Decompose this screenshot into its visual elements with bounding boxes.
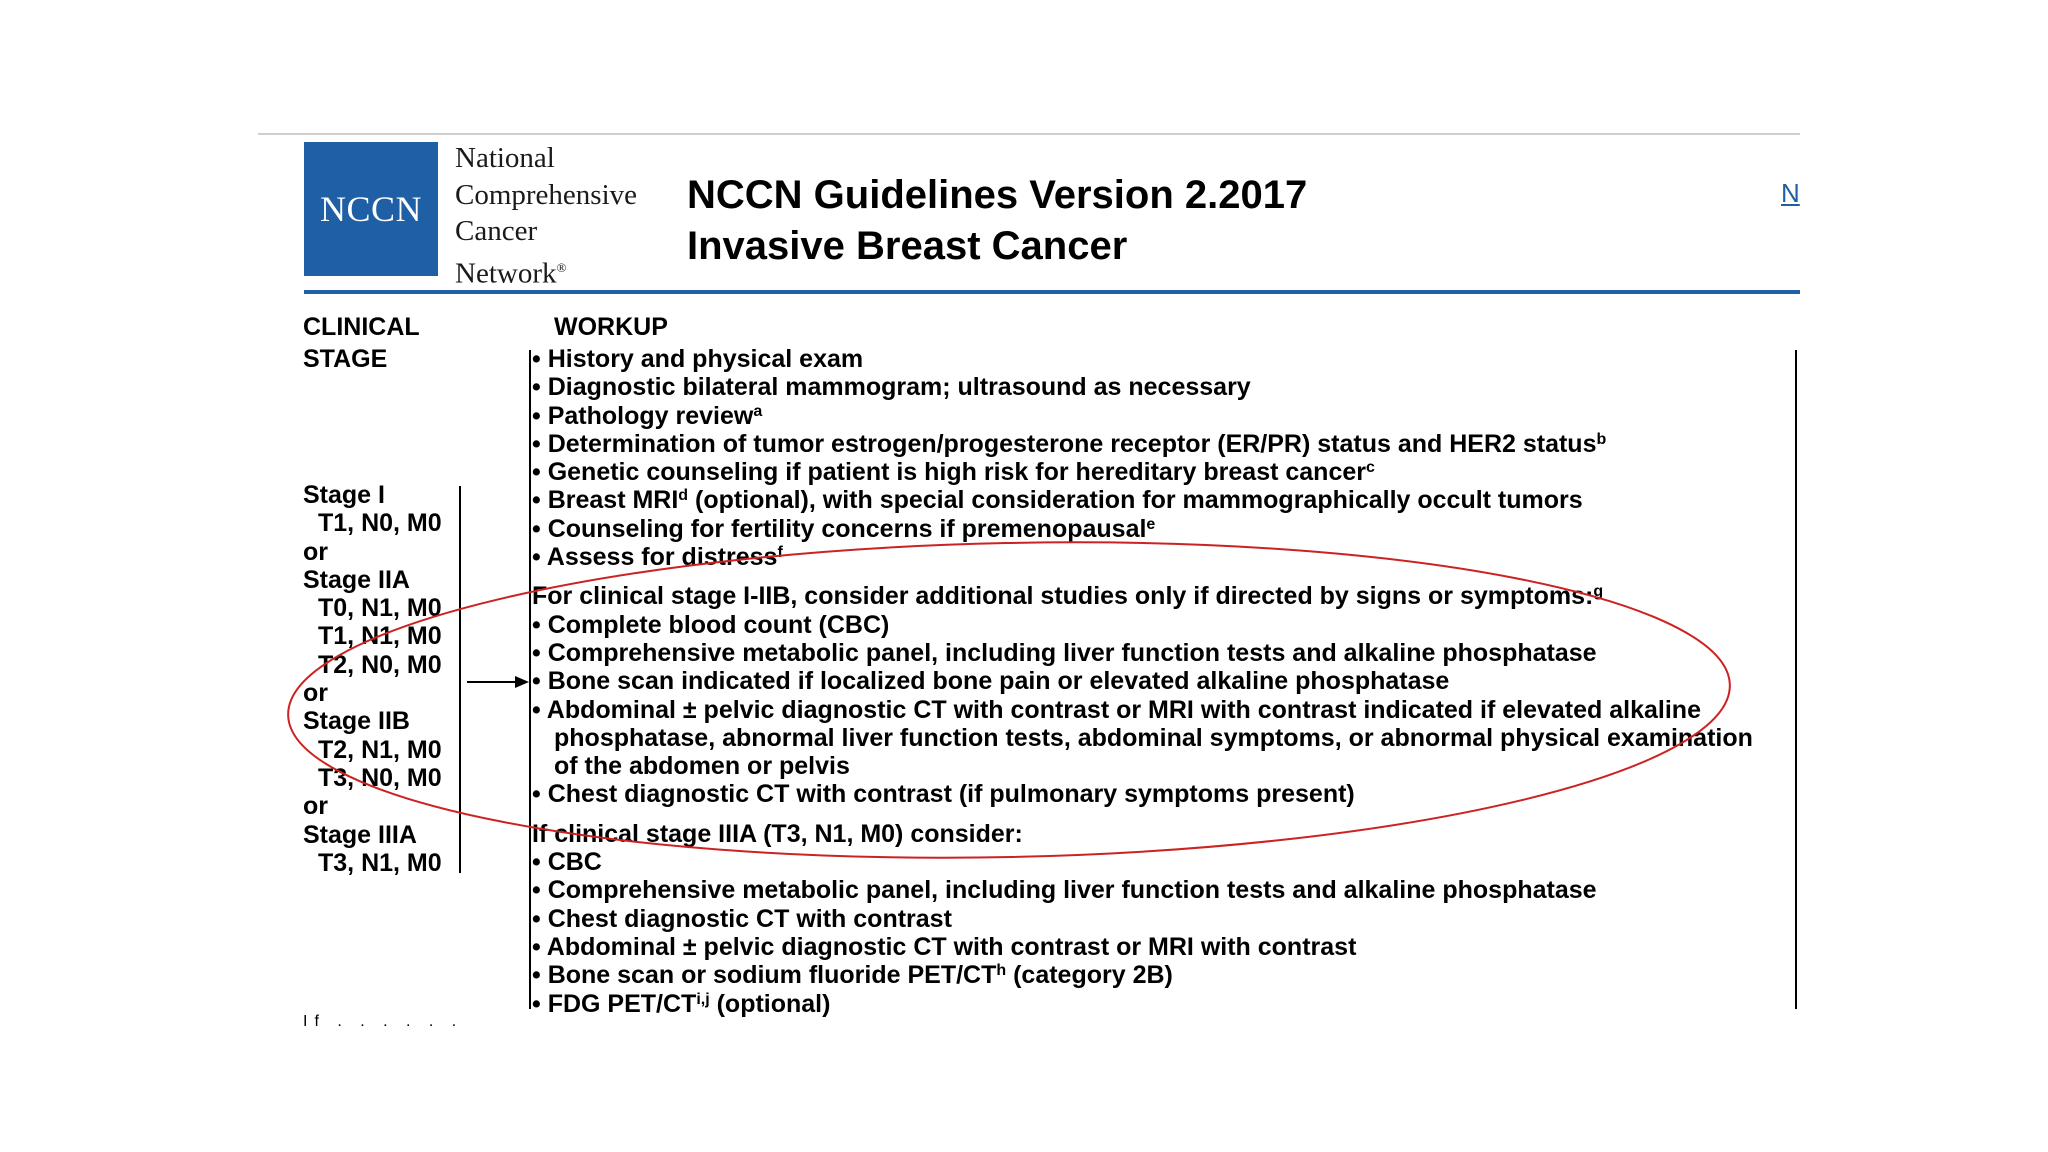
item-text: • Pathology review: [532, 401, 754, 430]
footer-fragment: If . . . . . .: [303, 1013, 464, 1030]
item-text: • Abdominal ± pelvic diagnostic CT with contrast or MRI with contrast: [532, 932, 1357, 961]
title-version: NCCN Guidelines Version 2.2017: [687, 173, 1308, 217]
title-topic: Invasive Breast Cancer: [687, 224, 1128, 268]
stage-label: Stage IIIA: [303, 820, 417, 849]
stage-or: or: [303, 537, 328, 566]
tnm-code: T3, N0, M0: [318, 763, 442, 792]
org-line: Cancer: [455, 215, 538, 247]
item-text: • Chest diagnostic CT with contrast (if pulmonary symptoms present): [532, 780, 1355, 809]
item-text: • Determination of tumor estrogen/progesterone receptor (ER/PR) status and HER2 status: [532, 429, 1597, 458]
tnm-code: T2, N0, M0: [318, 650, 442, 679]
item-text: • Bone scan or sodium fluoride PET/CT: [532, 961, 997, 990]
item-text: • Abdominal ± pelvic diagnostic CT with contrast or MRI with contrast indicated if elevated alkaline: [532, 695, 1701, 724]
item-text: • Assess for distress: [532, 543, 778, 572]
workup-heading: WORKUP: [554, 313, 668, 341]
item-text: • CBC: [532, 848, 602, 877]
stage-label: Stage IIB: [303, 707, 410, 736]
navigation-link[interactable]: N: [1781, 178, 1800, 208]
item-text-after: (category 2B): [1006, 961, 1173, 990]
item-text: For clinical stage I-IIB, consider additional studies only if directed by signs or symptoms:: [532, 582, 1594, 611]
item-text: • Comprehensive metabolic panel, including liver function tests and alkaline phosphatase: [532, 638, 1597, 667]
tnm-code: T0, N1, M0: [318, 594, 442, 623]
item-text: • History and physical exam: [532, 345, 864, 373]
stage-label: Stage I: [303, 481, 385, 509]
footnote-ref: c: [1365, 459, 1375, 477]
registered-mark: ®: [556, 259, 567, 275]
stage3-heading: If clinical stage IIIA (T3, N1, M0) consider:: [532, 819, 1023, 848]
footnote-ref: g: [1593, 583, 1604, 601]
footnote-ref: a: [753, 402, 763, 420]
org-line: Comprehensive: [455, 178, 638, 211]
item-text: • FDG PET/CT: [532, 989, 697, 1018]
item-text: • Genetic counseling if patient is high risk for hereditary breast cancer: [532, 458, 1366, 487]
stage-or: or: [303, 792, 328, 821]
org-line: National: [455, 142, 555, 174]
item-text: • Complete blood count (CBC): [532, 610, 890, 639]
item-text: • Breast MRI: [532, 486, 679, 515]
footnote-ref: e: [1146, 515, 1156, 533]
item-text: • Bone scan indicated if localized bone pain or elevated alkaline phosphatase: [532, 667, 1450, 696]
tnm-code: T2, N1, M0: [318, 735, 442, 764]
org-line: Network®: [455, 257, 567, 290]
item-text: phosphatase, abnormal liver function tests, abdominal symptoms, or abnormal physical examination: [554, 723, 1753, 752]
tnm-code: T1, N0, M0: [318, 509, 442, 538]
footnote-ref: h: [996, 962, 1007, 980]
footnote-ref: i,j: [696, 990, 710, 1008]
item-text: • Chest diagnostic CT with contrast: [532, 904, 952, 933]
footnote-ref: d: [678, 487, 689, 505]
item-text: of the abdomen or pelvis: [554, 752, 850, 781]
footnote-ref: f: [777, 544, 783, 562]
stage-label: Stage IIA: [303, 565, 410, 594]
tnm-code: T3, N1, M0: [318, 848, 442, 877]
footnote-ref: b: [1596, 430, 1607, 448]
tnm-code: T1, N1, M0: [318, 622, 442, 651]
item-text: • Diagnostic bilateral mammogram; ultrasound as necessary: [532, 373, 1251, 402]
logo-text: NCCN: [319, 189, 423, 229]
item-text: • Comprehensive metabolic panel, including liver function tests and alkaline phosphatase: [532, 876, 1597, 905]
item-text-after: (optional): [709, 989, 831, 1018]
clinical-stage-heading: CLINICAL STAGE: [303, 313, 420, 373]
item-text-after: (optional), with special consideration for mammographically occult tumors: [688, 486, 1583, 515]
stage-or: or: [303, 679, 328, 708]
item-text: • Counseling for fertility concerns if premenopausal: [532, 514, 1147, 543]
